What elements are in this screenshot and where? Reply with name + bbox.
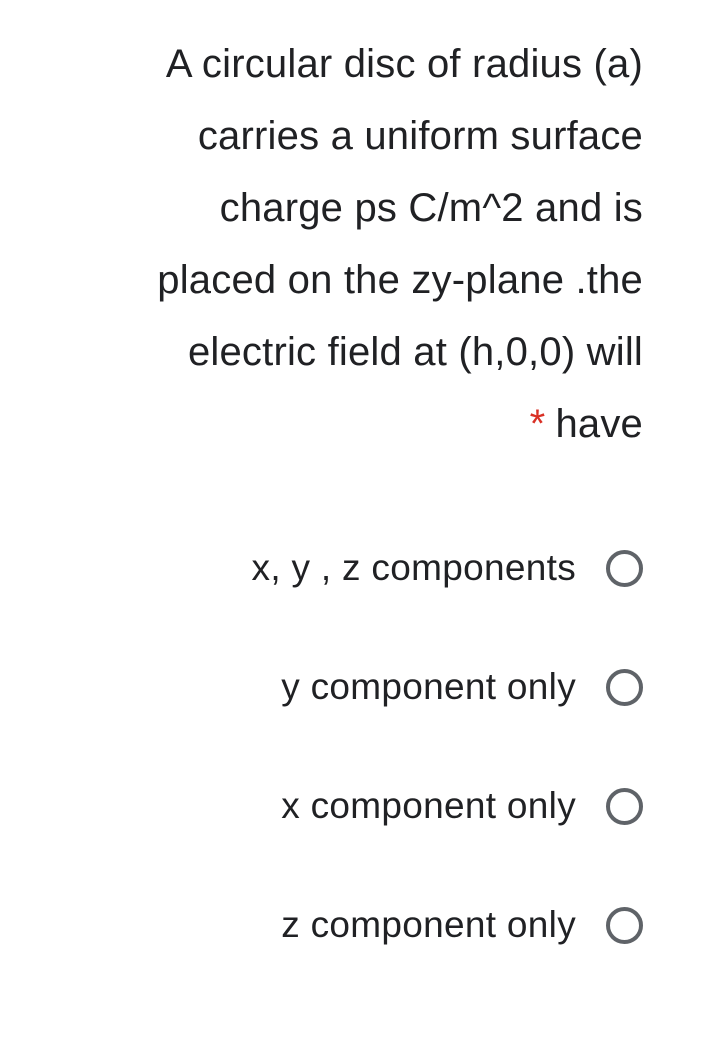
radio-button-icon[interactable] [606,550,643,587]
question-line-4: placed on the zy-plane .the [157,258,643,302]
option-y-component-only[interactable] [23,657,643,717]
required-asterisk: * [529,402,546,446]
option-z-component-only[interactable] [23,895,643,955]
option-label: x, y , z components [251,547,576,588]
question-line-6-text: have [555,402,643,446]
question-line-1: A circular disc of radius (a) [165,42,643,86]
radio-button-icon[interactable] [606,907,643,944]
question-line-2: carries a uniform surface [197,114,643,158]
question-line-3: charge ps C/m^2 and is [219,186,643,230]
answer-options [23,538,643,1014]
question-line-5: electric field at (h,0,0) will [187,330,643,374]
radio-button-icon[interactable] [606,788,643,825]
option-x-component-only[interactable] [23,776,643,836]
option-label: y component only [281,666,576,707]
option-label: x component only [281,785,576,826]
question-title [23,28,643,460]
radio-button-icon[interactable] [606,669,643,706]
option-xyz-components[interactable] [23,538,643,598]
option-label: z component only [281,904,576,945]
question-line-6 [23,388,643,460]
